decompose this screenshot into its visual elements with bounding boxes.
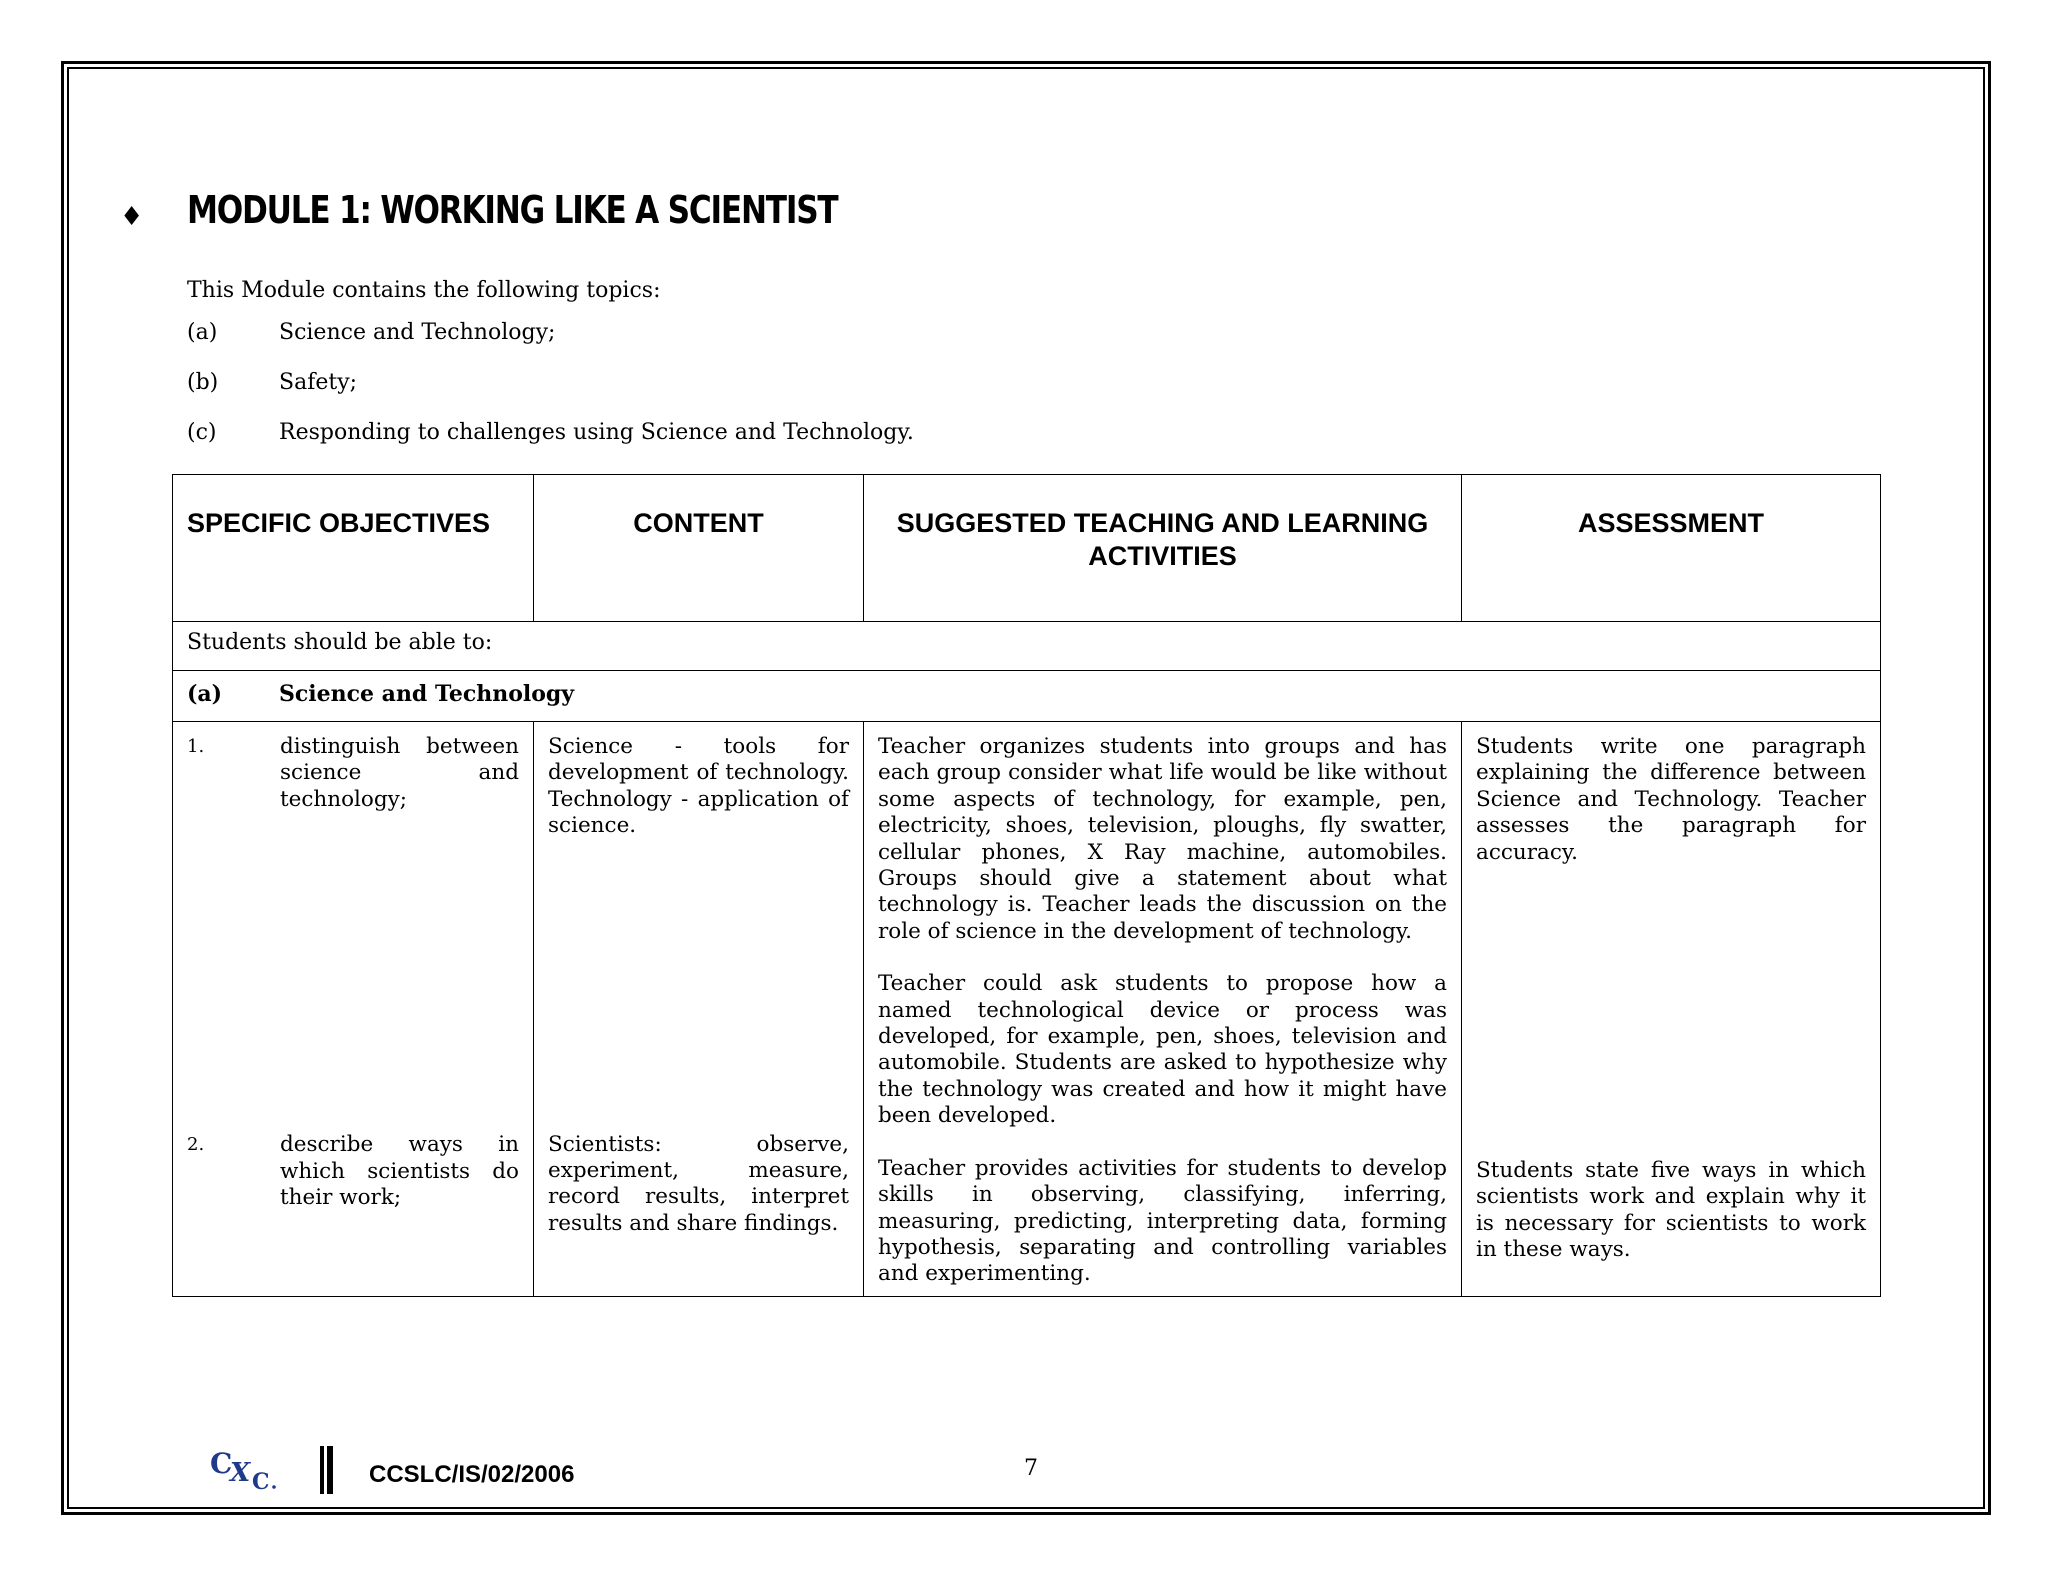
- document-code: CCSLC/IS/02/2006: [369, 1461, 575, 1488]
- activity-text: Teacher organizes students into groups and has each group consider what life would be like without some aspects of technology, for example, pen, electricity, shoes, television, ploughs, fly swatter, cellular phones, X Ray machine, automobiles. Groups should give a statement about what technology is. Teacher leads the discussion on the role of science in the development of technology.: [878, 734, 1447, 944]
- objective-number: 1.: [187, 736, 205, 757]
- objective-text: distinguish between science and technology;: [280, 734, 519, 812]
- table-header-row: [173, 475, 1881, 622]
- activities-cell: [864, 722, 1462, 1297]
- objective-number: 2.: [187, 1134, 205, 1156]
- svg-text:C: C: [210, 1447, 233, 1480]
- module-title: MODULE 1: WORKING LIKE A SCIENTIST: [187, 188, 838, 232]
- module-intro: This Module contains the following topics:: [187, 278, 661, 303]
- section-title: Science and Technology: [279, 681, 575, 707]
- section-heading-cell: [173, 671, 1881, 722]
- svg-text:C: C: [252, 1469, 270, 1491]
- cxc-logo-icon: [208, 1443, 280, 1491]
- content-cell: [534, 722, 864, 1297]
- svg-text:X: X: [230, 1458, 251, 1488]
- topic-text: Science and Technology;: [279, 320, 556, 345]
- diamond-bullet-icon: ♦: [120, 202, 144, 232]
- topic-label: (b): [187, 370, 219, 395]
- assessment-text: Students write one paragraph explaining the difference between Science and Technology. Teacher assesses the paragraph for accuracy.: [1476, 734, 1866, 865]
- header-assessment: ASSESSMENT: [1462, 475, 1881, 622]
- objective-item: [187, 734, 519, 813]
- page-number: 7: [1024, 1456, 1038, 1481]
- objective-item: [187, 1132, 519, 1211]
- footer-divider: [320, 1446, 324, 1494]
- topic-text: Safety;: [279, 370, 358, 395]
- topic-text: Responding to challenges using Science and Technology.: [279, 420, 914, 445]
- topic-label: (c): [187, 420, 217, 445]
- activity-text: Teacher could ask students to propose how a named technological device or process was developed, for example, pen, shoes, television and automobile. Students are asked to hypothesize why the technology was created and how it might have been developed.: [878, 971, 1447, 1129]
- section-label: (a): [187, 681, 223, 707]
- content-text: Science - tools for development of technology. Technology - application of science.: [548, 734, 849, 839]
- header-specific-objectives: SPECIFIC OBJECTIVES: [173, 475, 534, 622]
- header-content: CONTENT: [534, 475, 864, 622]
- header-activities: SUGGESTED TEACHING AND LEARNING ACTIVITIES: [864, 475, 1462, 622]
- syllabus-table: [172, 474, 1881, 1297]
- activity-text: Teacher provides activities for students to develop skills in observing, classifying, inferring, measuring, predicting, interpreting data, forming hypothesis, separating and controlling variables and experimenting.: [878, 1155, 1447, 1287]
- objective-text: describe ways in which scientists do their work;: [280, 1132, 519, 1211]
- assessment-text: Students state five ways in which scientists work and explain why it is necessary for scientists to work in these ways.: [1476, 1158, 1866, 1263]
- objectives-cell: [173, 722, 534, 1297]
- footer-divider: [327, 1446, 333, 1494]
- students-intro-cell: Students should be able to:: [173, 622, 1881, 671]
- topic-label: (a): [187, 320, 218, 345]
- content-text: Scientists: observe, experiment, measure, record results, interpret results and share findings.: [548, 1131, 849, 1236]
- table-row: [173, 671, 1881, 722]
- table-row: [173, 722, 1881, 1297]
- assessment-cell: [1462, 722, 1881, 1297]
- table-row: [173, 622, 1881, 671]
